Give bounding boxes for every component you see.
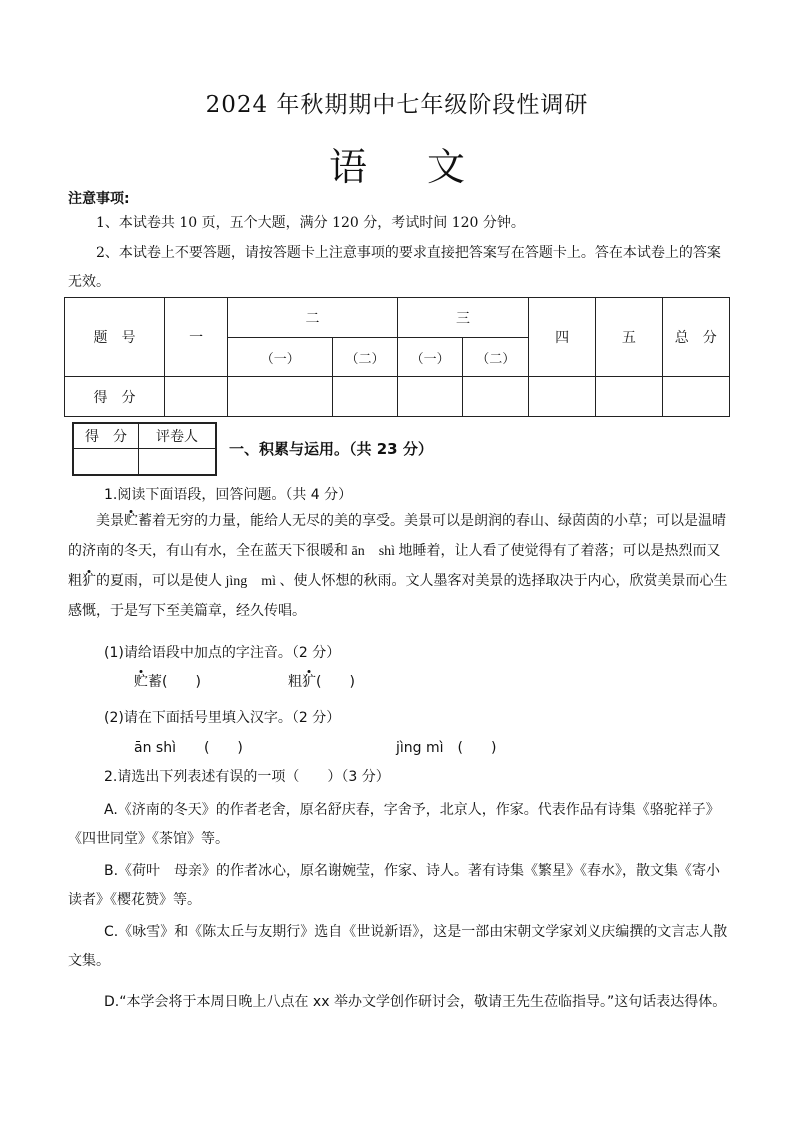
grader-name-cell <box>139 448 217 475</box>
score-cell <box>397 377 463 417</box>
grader-score-label: 得 分 <box>73 423 139 448</box>
answer-blank-3: ān shì ( ) <box>134 740 243 756</box>
score-cell <box>529 377 596 417</box>
col-sub-3-1: （一） <box>397 338 463 377</box>
score-row-label-score: 得 分 <box>65 377 165 417</box>
answer-blank-4: jìng mì ( ) <box>396 740 497 756</box>
col-header-3: 三 <box>397 298 528 338</box>
passage-text: 美景 <box>96 514 124 529</box>
dotted-char: 贮 <box>134 674 148 690</box>
passage-text: 的夏雨，可以是使人 jìng mì 、使人怀想的秋雨。文人墨客对美景的选择取决于内心，欣赏美景而心生感慨，于是写下至美篇章，经久传唱。 <box>68 574 728 619</box>
question-2: 2.请选出下列表述有误的一项（ ）（3 分） <box>104 769 390 785</box>
option-c: C.《咏雪》和《陈太丘与友期行》选自《世说新语》，这是一部由宋朝文学家刘义庆编撰的文言志人散文集。 <box>68 924 728 969</box>
score-cell <box>164 377 227 417</box>
col-header-total: 总 分 <box>662 298 729 377</box>
blank-text: 蓄( ) <box>148 674 201 690</box>
subject-title <box>0 136 794 191</box>
option-b: B.《荷叶 母亲》的作者冰心，原名谢婉莹，作家、诗人。著有诗集《繁星》《春水》，散文集《寄小读者》《樱花赞》等。 <box>68 863 721 908</box>
question-1: 1.阅读下面语段，回答问题。（共 4 分） <box>104 487 353 503</box>
passage-text: 蓄着无穷的力量，能给人无尽的美的享受。美景可以是朗润的春山、绿茵茵的小草；可以是温晴的济南的冬天，有山有水，全在蓝天下很暖和 ān shì 地睡着，让人看了使觉得有了着落；可以是热烈而又粗 <box>68 514 726 589</box>
subject-char-1: 语 <box>328 145 367 189</box>
dotted-char: 贮 <box>124 514 138 529</box>
grader-score-cell <box>73 448 139 475</box>
grader-box <box>72 422 217 476</box>
passage <box>68 507 728 627</box>
score-row-label-number: 题 号 <box>65 298 165 377</box>
question-1-2: (2)请在下面括号里填入汉字。（2 分） <box>104 710 341 726</box>
notes-item-2: 2、本试卷上不要答题，请按答题卡上注意事项的要求直接把答案写在答题卡上。答在本试卷上的答案无效。 <box>68 245 721 290</box>
col-header-2: 二 <box>228 298 398 338</box>
exam-title: 2024 年秋期期中七年级阶段性调研 <box>205 92 589 118</box>
col-header-5: 五 <box>596 298 662 377</box>
score-cell <box>228 377 333 417</box>
dotted-char: 犷 <box>82 574 96 589</box>
col-header-4: 四 <box>529 298 596 377</box>
dotted-char: 犷 <box>302 674 316 690</box>
score-cell <box>333 377 398 417</box>
option-a: A.《济南的冬天》的作者老舍，原名舒庆春，字舍予，北京人，作家。代表作品有诗集《骆驼祥子》《四世同堂》《茶馆》等。 <box>68 802 720 847</box>
answer-blank-2 <box>288 671 355 691</box>
grader-name-label: 评卷人 <box>139 423 217 448</box>
score-cell <box>662 377 729 417</box>
col-header-1: 一 <box>164 298 227 377</box>
option-d: D.“本学会将于本周日晚上八点在 xx 举办文学创作研讨会，敬请王先生莅临指导。”这句话表达得体。 <box>104 994 727 1010</box>
answer-blank-1 <box>134 671 201 691</box>
blank-text: ( ) <box>316 674 355 690</box>
score-table <box>64 297 730 417</box>
score-cell <box>463 377 529 417</box>
col-sub-2-2: （二） <box>333 338 398 377</box>
score-cell <box>596 377 662 417</box>
section-heading: 一、积累与运用。（共 23 分） <box>229 440 433 458</box>
subject-char-2: 文 <box>427 145 466 189</box>
col-sub-3-2: （二） <box>463 338 529 377</box>
blank-text: 粗 <box>288 674 302 690</box>
col-sub-2-1: （一） <box>228 338 333 377</box>
question-1-1: (1)请给语段中加点的字注音。（2 分） <box>104 645 341 661</box>
notes-item-1: 1、本试卷共 10 页，五个大题，满分 120 分，考试时间 120 分钟。 <box>96 215 525 231</box>
notes-heading: 注意事项: <box>68 191 130 207</box>
